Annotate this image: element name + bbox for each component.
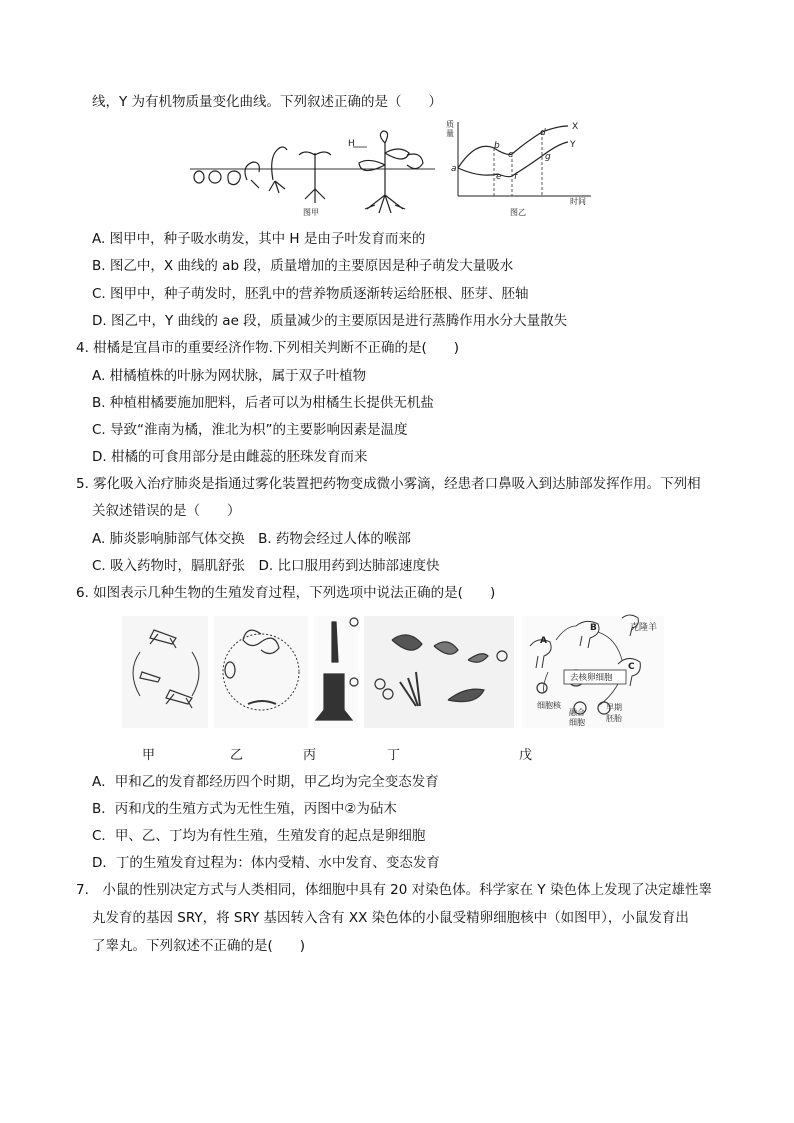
q5-options-row1: A. 肺炎影响肺部气体交换 B. 药物会经过人体的喉部: [92, 531, 411, 547]
curve-y-label: Y: [570, 140, 576, 150]
label-fused-cell-2: 细胞: [569, 718, 585, 727]
label-sheep-c: C: [628, 662, 635, 672]
label-clone-sheep: 克隆羊: [630, 623, 658, 633]
label-fig-yi: 图乙: [510, 208, 526, 217]
point-e: e: [496, 172, 502, 182]
sublabel-wu: 戊: [519, 748, 533, 763]
curve-x: [458, 126, 568, 168]
sublabel-bing: 丙: [303, 748, 317, 763]
point-g: g: [545, 152, 551, 162]
q3-option-a: A. 图甲中，种子吸水萌发，其中 H 是由子叶发育而来的: [92, 231, 426, 247]
q5-options-row2: C. 吸入药物时，膈肌舒张 D. 比口服用药到达肺部速度快: [92, 558, 440, 574]
q4-option-d: D. 柑橘的可食用部分是由雌蕊的胚珠发育而来: [92, 449, 368, 465]
q4-stem: 4. 柑橘是宜昌市的重要经济作物.下列相关判断不正确的是( ): [76, 340, 459, 356]
q4-option-b: B. 种植柑橘要施加肥料，后者可以为柑橘生长提供无机盐: [92, 395, 434, 411]
q3-stem: 线，Y 为有机物质量变化曲线。下列叙述正确的是（ ）: [92, 94, 443, 110]
q3-option-b: B. 图乙中，X 曲线的 ab 段，质量增加的主要原因是种子萌发大量吸水: [92, 258, 514, 274]
label-nucleus: 细胞核: [537, 701, 561, 710]
q6-option-d: D．丁的生殖发育过程为：体内受精、水中发育、变态发育: [92, 855, 440, 871]
q3-option-c: C. 图甲中，种子萌发时，胚乳中的营养物质逐渐转运给胚根、胚芽、胚轴: [92, 286, 529, 302]
q4-option-a: A. 柑橘植株的叶脉为网状脉，属于双子叶植物: [92, 368, 367, 384]
point-d: d: [540, 128, 546, 138]
label-h: H: [348, 139, 355, 149]
q6-stem: 6. 如图表示几种生物的生殖发育过程，下列选项中说法正确的是( ): [76, 585, 496, 601]
q5-stem-line1: 5. 雾化吸入治疗肺炎是指通过雾化装置把药物变成微小雾滴，经患者口鼻吸入到达肺部发挥作用。下列相: [76, 476, 701, 492]
q6-option-c: C．甲、乙、丁均为有性生殖，生殖发育的起点是卵细胞: [92, 828, 426, 844]
label-sheep-b: B: [590, 623, 597, 633]
label-fig-jia: 图甲: [303, 208, 319, 217]
point-a: a: [451, 164, 457, 174]
q3-option-d: D. 图乙中，Y 曲线的 ae 段，质量减少的主要原因是进行蒸腾作用水分大量散失: [92, 313, 568, 329]
curve-x-label: X: [572, 122, 579, 132]
x-axis-label: 时间: [570, 197, 586, 206]
label-early-embryo-2: 胚胎: [606, 714, 622, 723]
point-f: f: [514, 172, 518, 182]
q7-line2: 丸发育的基因 SRY，将 SRY 基因转入含有 XX 染色体的小鼠受精卵细胞核中（如图甲），小鼠发育出: [92, 910, 689, 926]
label-enucleated-egg: 去核卵细胞: [570, 673, 613, 683]
q4-option-c: C. 导致“淮南为橘，淮北为枳”的主要影响因素是温度: [92, 422, 408, 438]
sublabel-ding: 丁: [387, 748, 401, 763]
figure-seed-germination: [185, 125, 440, 220]
q5-stem-line2: 关叙述错误的是（ ）: [92, 503, 241, 519]
label-sheep-a: A: [540, 636, 547, 646]
sublabel-yi: 乙: [230, 748, 244, 763]
label-early-embryo-1: 早期: [606, 703, 622, 712]
sublabel-jia: 甲: [142, 748, 156, 763]
label-fused-cell-1: 融合: [569, 708, 585, 717]
q6-option-b: B．丙和戊的生殖方式为无性生殖，丙图中②为砧木: [92, 801, 397, 817]
q6-option-a: A．甲和乙的发育都经历四个时期，甲乙均为完全变态发育: [92, 774, 439, 790]
q7-line3: 了睾丸。下列叙述不正确的是( ): [92, 938, 306, 954]
point-b: b: [494, 141, 500, 151]
q7-line1: 7. 小鼠的性别决定方式与人类相同，体细胞中具有 20 对染色体。科学家在 Y 染色体上发现了决定雄性睾: [76, 882, 712, 898]
y-axis-label: 质量: [446, 120, 454, 138]
point-c: c: [508, 150, 513, 160]
curve-y: [458, 142, 568, 177]
